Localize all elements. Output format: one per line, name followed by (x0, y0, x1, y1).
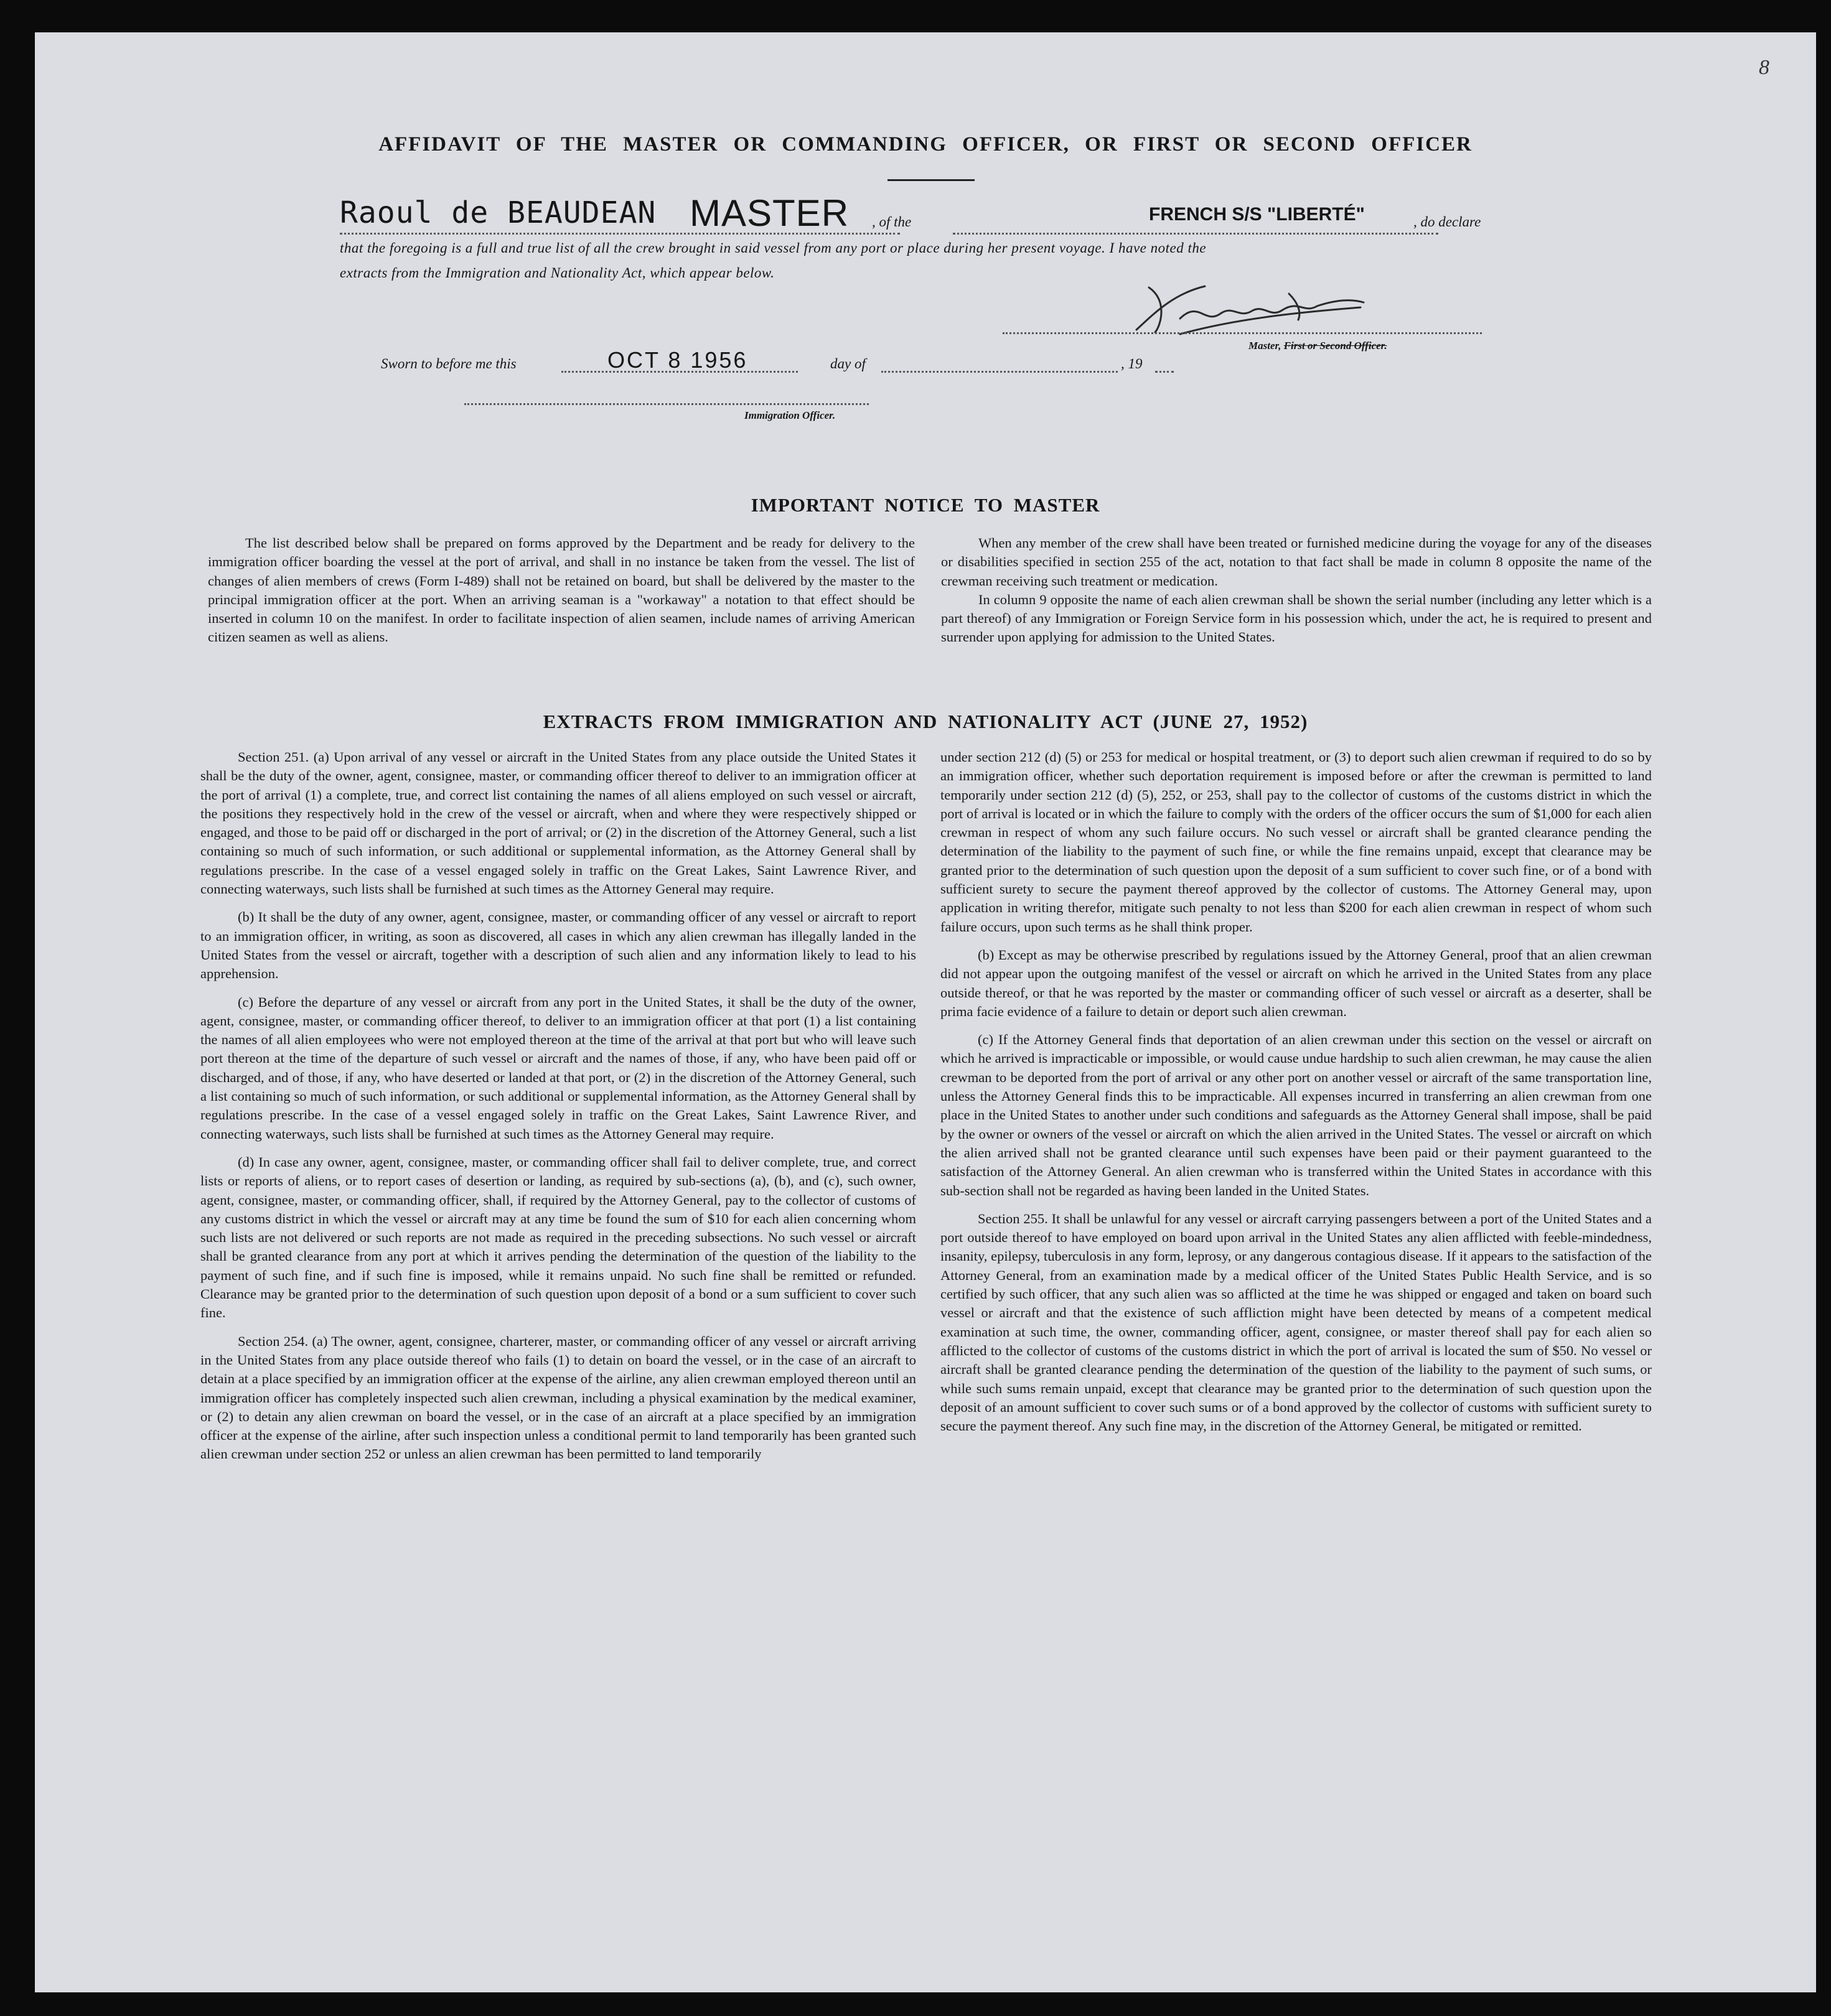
extract-section-251c: (c) Before the departure of any vessel or aircraft from any port in the United States, it shall be the duty of the owner, agent, consignee, master, or commanding officer thereof, to deliver to an immigration officer at that port (1) a list containing the names of all alien employees who were not employed thereon at the time of the arrival at that port but who will leave such port thereon at the time of the departure of such vessel or aircraft and the names of those, if any, who have been paid off or discharged, and of those, if any, who have deserted or landed at that port, or (2) in the discretion of the Attorney General, such a list containing so much of such information, or such additional or supplemental information, as the Attorney General shall by regulations prescribe. In the case of a vessel engaged solely in traffic on the Great Lakes, Saint Lawrence River, and connecting waterways, such lists shall be furnished at such times as the Attorney General may require. (200, 994, 916, 1142)
master-rank: MASTER (690, 192, 850, 234)
declaration-line-1: that the foregoing is a full and true list of all the crew brought in said vessel from any port or place during her present voyage. I have noted the (340, 240, 1207, 256)
notice-right-column (941, 534, 1652, 647)
extract-section-251a: Section 251. (a) Upon arrival of any vessel or aircraft in the United States from any place outside the United States it shall be the duty of the owner, agent, consignee, master, or commanding officer thereof to deliver to an immigration officer at the port of arrival (1) a complete, true, and correct list containing the names of all aliens employed on such vessel or aircraft, the positions they respectively hold in the crew of the vessel or aircraft, when and where they were respectively shipped or engaged, and those to be paid off or discharged in the port of arrival; or (2) in the discretion of the Attorney General, such a list containing so much of such information, or such additional or supplemental information, as the Attorney General shall by regulations prescribe. In the case of a vessel engaged solely in traffic on the Great Lakes, Saint Lawrence River, and connecting waterways, such lists shall be furnished at such times as the Attorney General may require. (200, 749, 916, 897)
extract-section-251d: (d) In case any owner, agent, consignee, master, or commanding officer shall fail to deliver complete, true, and correct lists or reports of aliens, or to report cases of desertion or landing, as required by sub-sections (a), (b), and (c), such owner, agent, consignee, master, or commanding officer, shall, if required by the Attorney General, pay to the collector of customs of any customs district in which the vessel or aircraft may at any time be found the sum of $10 for each alien concerning whom such lists are not delivered or such reports are not made as required in the preceding subsections. No such vessel or aircraft shall be granted clearance from any port at which it arrives pending the determination of the question of the liability to the payment of such fine, and if such fine is imposed, while it remains unpaid. No such fine shall be remitted or refunded. Clearance may be granted prior to the determination of such question upon deposit of a bond or a sum sufficient to cover such fine. (200, 1154, 916, 1321)
notice-right-paragraph-1: When any member of the crew shall have been treated or furnished medicine during the voyage for any of the diseases or disabilities specified in section 255 of the act, notation to that fact shall be made in column 8 opposite the name of the crewman receiving such treatment or medication. (941, 535, 1652, 589)
year-label: , 19 (1121, 356, 1143, 371)
sworn-label: Sworn to before me this (381, 356, 517, 371)
signature-line (1003, 332, 1482, 334)
title-divider (887, 179, 975, 181)
signature-label (1248, 340, 1387, 352)
struck-officer-label: First or Second Officer. (1283, 340, 1387, 352)
form-sheet (35, 32, 1816, 1992)
immigration-officer-label: Immigration Officer. (744, 409, 836, 421)
notice-right-paragraph-2: In column 9 opposite the name of each alien crewman shall be shown the serial number (including any letter which is a part thereof) of any Immigration or Foreign Service form in his possession which, under the act, he is required to present and surrender upon applying for admission to the United States. (941, 591, 1652, 645)
extracts-left-column (200, 748, 916, 1464)
master-name: Raoul de BEAUDEAN (340, 195, 657, 230)
year-dotted-line (1155, 371, 1174, 373)
master-label: Master, (1248, 340, 1281, 352)
extract-section-251b: (b) It shall be the duty of any owner, agent, consignee, master, or commanding officer of any vessel or aircraft to report to an immigration officer, in writing, as soon as discovered, all cases in which any alien crewman has illegally landed in the United States from the vessel or aircraft, together with a description of such alien and any information likely to lead to his apprehension. (200, 909, 916, 982)
extract-section-255: Section 255. It shall be unlawful for any vessel or aircraft carrying passengers between a port of the United States and a port outside thereof to have employed on board upon arrival in the United States any alien afflicted with feeble-mindedness, insanity, epilepsy, tuberculosis in any form, leprosy, or any dangerous contagious disease. If it appears to the satisfaction of the Attorney General, from an examination made by a medical officer of the United States Public Health Service, and is so certified by such officer, that any such alien was so afflicted at the time he was shipped or engaged and taken on board such vessel or aircraft and that the existence of such affliction might have been detected by means of a competent medical examination at such time, the owner, commanding officer, agent, consignee, or master thereof shall pay for each alien so afflicted to the collector of customs of the customs district in which the port of arrival is located the sum of $50. No vessel or aircraft shall be granted clearance pending the determination of the question of the liability to the payment of such sums, or while such sums remain unpaid, except that clearance may be granted prior to the determination of such question upon the deposit of an amount sufficient to cover such sums or of a bond approved by the collector of customs with sufficient surety to secure the payment thereof. Any such fine may, in the discretion of the Attorney General, be mitigated or remitted. (940, 1210, 1652, 1434)
notice-left-paragraph: The list described below shall be prepared on forms approved by the Department and be ready for delivery to the immigration officer boarding the vessel at the port of arrival, and shall in no instance be taken from the vessel. The list of changes of alien members of crews (Form I-489) shall not be retained on board, but shall be delivered by the master to the principal immigration officer at the port. When an arriving seaman is a "workaway" a notation to that effect should be inserted in column 10 on the manifest. In order to facilitate inspection of alien seamen, include names of arriving American citizen seamen as well as aliens. (208, 535, 915, 645)
extract-section-254a-cont: under section 212 (d) (5) or 253 for medical or hospital treatment, or (3) to deport such alien crewman if required to do so by an immigration officer, whether such deportation requirement is imposed before or after the crewman is permitted to land temporarily under section 212 (d) (5), 252, or 253, shall pay to the collector of customs of the customs district in which the port of arrival is located or in which the failure to comply with the orders of the officer occurs the sum of $1,000 for each alien crewman in respect of whom any such failure occurs. No such vessel or aircraft shall be granted clearance pending the determination of the liability to the payment of such fine, or while the fine remains unpaid, except that clearance may be granted prior to the determination of such question upon the deposit of a sum sufficient to cover such fine, or of a bond with sufficient surety to secure the payment thereof approved by the collector of customs. The Attorney General may, upon application in writing therefor, mitigate such penalty to not less than $200 for each alien crewman in respect of whom such failure occurs, upon such terms as he shall think proper. (940, 749, 1652, 935)
notice-title: IMPORTANT NOTICE TO MASTER (751, 494, 1100, 516)
do-declare-label: , do declare (1413, 214, 1481, 230)
affidavit-title: AFFIDAVIT OF THE MASTER OR COMMANDING OFFICER, OR FIRST OR SECOND OFFICER (378, 133, 1473, 156)
notice-left-column (208, 534, 915, 647)
declaration-line-2: extracts from the Immigration and Nationality Act, which appear below. (340, 265, 775, 281)
extract-section-254a: Section 254. (a) The owner, agent, consignee, charterer, master, or commanding officer of any vessel or aircraft arriving in the United States from any place outside thereof who fails (1) to detain on board the vessel, or in the case of an aircraft to detain at a place specified by an immigration officer at the expense of the airline, any alien crewman employed thereon until an immigration officer has completely inspected such alien crewman, including a physical examination by the medical examiner, or (2) to detain any alien crewman on board the vessel, or in the case of an aircraft at a place specified by an immigration officer at the expense of the airline, after such inspection unless a conditional permit to land temporarily has been granted such alien crewman under section 252 or unless an alien crewman has been permitted to land temporarily (200, 1333, 916, 1462)
extracts-title: EXTRACTS FROM IMMIGRATION AND NATIONALITY ACT (JUNE 27, 1952) (543, 711, 1308, 732)
extracts-right-column (940, 748, 1652, 1435)
extract-section-254c: (c) If the Attorney General finds that deportation of an alien crewman under this section on the vessel or aircraft on which he arrived is impracticable or impossible, or would cause undue hardship to such alien crewman, he may cause the alien crewman to be deported from the port of arrival or any other port on another vessel or aircraft of the same transportation line, unless the Attorney General finds this to be impracticable. All expenses incurred in transferring an alien crewman from one place in the United States to another under such conditions and safeguards as the Attorney General shall impose, shall be paid by the owner or owners of the vessel or aircraft on which the alien arrived in the United States. The vessel or aircraft on which the alien arrived shall not be granted clearance until such expenses have been paid or their payment guaranteed to the satisfaction of the Attorney General. An alien crewman who is transferred within the United States in accordance with this sub-section shall not be regarded as having been landed in the United States. (940, 1032, 1652, 1198)
month-dotted-line (881, 371, 1118, 373)
sworn-date-stamp: OCT 8 1956 (607, 347, 748, 373)
of-the-label: , of the (872, 214, 912, 230)
day-of-label: day of (830, 356, 866, 371)
vessel-name: FRENCH S/S "LIBERTÉ" (1149, 204, 1365, 225)
corner-mark: 8 (1759, 56, 1769, 79)
extract-section-254b: (b) Except as may be otherwise prescribed by regulations issued by the Attorney General, proof that an alien crewman did not appear upon the outgoing manifest of the vessel or aircraft on which he arrived in the United States from any place outside thereof, or that he was reported by the master or commanding officer of such vessel or aircraft as a deserter, shall be prima facie evidence of a failure to detain or deport such alien crewman. (940, 946, 1652, 1019)
vessel-dotted-line (953, 233, 1438, 235)
immigration-officer-line (464, 403, 869, 405)
